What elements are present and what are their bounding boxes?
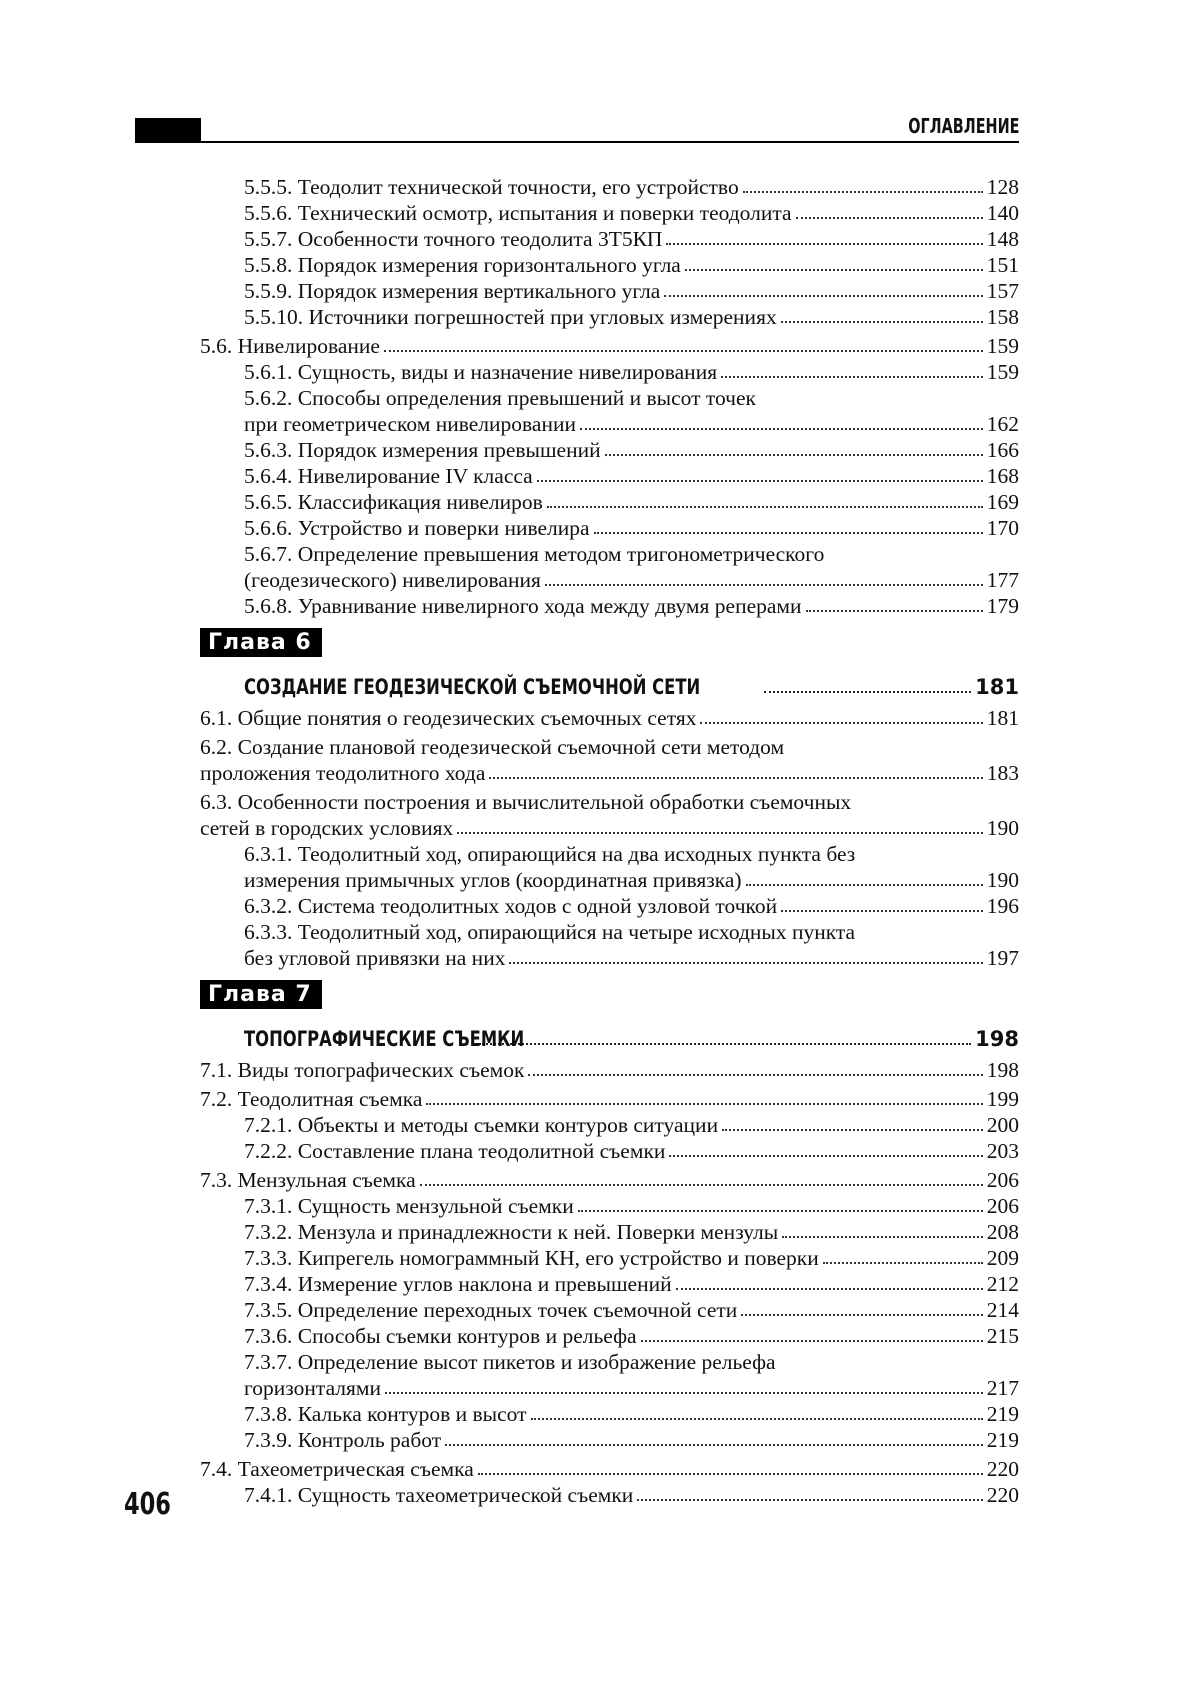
toc-entry[interactable]: 5.5.6. Технический осмотр, испытания и поверки теодолита 140 bbox=[200, 200, 1019, 226]
toc-section-line[interactable]: 6.2. Создание плановой геодезической съемочной сети методом bbox=[200, 734, 1019, 760]
table-of-contents bbox=[200, 174, 1019, 1508]
toc-entry[interactable]: при геометрическом нивелировании 162 bbox=[200, 411, 1019, 437]
toc-entry-line[interactable]: 5.6.7. Определение превышения методом тригонометрического bbox=[200, 541, 1019, 567]
toc-entry[interactable]: 5.6.1. Сущность, виды и назначение нивелирования 159 bbox=[200, 359, 1019, 385]
page-number: 406 bbox=[124, 1487, 171, 1522]
toc-section[interactable]: 7.2. Теодолитная съемка 199 bbox=[200, 1086, 1019, 1112]
toc-section[interactable]: 5.6. Нивелирование 159 bbox=[200, 333, 1019, 359]
toc-entry-line[interactable]: 7.3.7. Определение высот пикетов и изображение рельефа bbox=[200, 1349, 1019, 1375]
toc-section[interactable]: 7.1. Виды топографических съемок 198 bbox=[200, 1057, 1019, 1083]
toc-entry-line[interactable]: 5.6.2. Способы определения превышений и высот точек bbox=[200, 385, 1019, 411]
toc-section[interactable]: сетей в городских условиях 190 bbox=[200, 815, 1019, 841]
toc-entry[interactable]: (геодезического) нивелирования 177 bbox=[200, 567, 1019, 593]
toc-entry-line[interactable]: 6.3.1. Теодолитный ход, опирающийся на два исходных пункта без bbox=[200, 841, 1019, 867]
toc-entry[interactable]: 5.6.5. Классификация нивелиров 169 bbox=[200, 489, 1019, 515]
toc-entry[interactable]: 7.2.2. Составление плана теодолитной съемки 203 bbox=[200, 1138, 1019, 1164]
chapter-6-title[interactable]: СОЗДАНИЕ ГЕОДЕЗИЧЕСКОЙ СЪЕМОЧНОЙ СЕТИ 181 bbox=[200, 665, 1019, 699]
toc-entry[interactable]: 7.3.3. Кипрегель номограммный КН, его устройство и поверки 209 bbox=[200, 1245, 1019, 1271]
toc-entry[interactable]: 5.6.6. Устройство и поверки нивелира 170 bbox=[200, 515, 1019, 541]
toc-entry[interactable]: 7.4.1. Сущность тахеометрической съемки 220 bbox=[200, 1482, 1019, 1508]
toc-entry-line[interactable]: 6.3.3. Теодолитный ход, опирающийся на четыре исходных пункта bbox=[200, 919, 1019, 945]
toc-entry[interactable]: 5.5.5. Теодолит технической точности, его устройство 128 bbox=[200, 174, 1019, 200]
toc-entry[interactable]: 5.5.10. Источники погрешностей при угловых измерениях 158 bbox=[200, 304, 1019, 330]
toc-entry[interactable]: 7.3.5. Определение переходных точек съемочной сети 214 bbox=[200, 1297, 1019, 1323]
toc-entry[interactable]: 7.3.2. Мензула и принадлежности к ней. Поверки мензулы 208 bbox=[200, 1219, 1019, 1245]
toc-entry[interactable]: 7.3.4. Измерение углов наклона и превышений 212 bbox=[200, 1271, 1019, 1297]
toc-entry[interactable]: 5.5.9. Порядок измерения вертикального угла 157 bbox=[200, 278, 1019, 304]
toc-section[interactable]: проложения теодолитного хода 183 bbox=[200, 760, 1019, 786]
toc-entry[interactable]: 5.6.8. Уравнивание нивелирного хода между двумя реперами 179 bbox=[200, 593, 1019, 619]
header-black-bar bbox=[135, 118, 201, 143]
running-header-title: ОГЛАВЛЕНИЕ bbox=[908, 114, 1019, 138]
toc-section-line[interactable]: 6.3. Особенности построения и вычислительной обработки съемочных bbox=[200, 789, 1019, 815]
toc-entry[interactable]: 5.5.8. Порядок измерения горизонтального угла 151 bbox=[200, 252, 1019, 278]
toc-entry[interactable]: 5.6.3. Порядок измерения превышений 166 bbox=[200, 437, 1019, 463]
toc-entry[interactable]: 7.3.6. Способы съемки контуров и рельефа 215 bbox=[200, 1323, 1019, 1349]
toc-entry[interactable]: 7.2.1. Объекты и методы съемки контуров ситуации 200 bbox=[200, 1112, 1019, 1138]
toc-section[interactable]: 7.3. Мензульная съемка 206 bbox=[200, 1167, 1019, 1193]
toc-entry[interactable]: горизонталями 217 bbox=[200, 1375, 1019, 1401]
toc-entry[interactable]: 6.3.2. Система теодолитных ходов с одной узловой точкой 196 bbox=[200, 893, 1019, 919]
chapter-7-label: Глава 7 bbox=[200, 980, 322, 1009]
toc-entry[interactable]: 5.6.4. Нивелирование IV класса 168 bbox=[200, 463, 1019, 489]
toc-entry[interactable]: измерения примычных углов (координатная привязка) 190 bbox=[200, 867, 1019, 893]
header-rule bbox=[201, 141, 1019, 143]
toc-entry[interactable]: 7.3.1. Сущность мензульной съемки 206 bbox=[200, 1193, 1019, 1219]
chapter-7-title[interactable]: ТОПОГРАФИЧЕСКИЕ СЪЕМКИ 198 bbox=[200, 1017, 1019, 1051]
toc-section[interactable]: 7.4. Тахеометрическая съемка 220 bbox=[200, 1456, 1019, 1482]
chapter-6-label: Глава 6 bbox=[200, 628, 322, 657]
toc-entry[interactable]: 7.3.8. Калька контуров и высот 219 bbox=[200, 1401, 1019, 1427]
toc-entry[interactable]: без угловой привязки на них 197 bbox=[200, 945, 1019, 971]
toc-entry[interactable]: 7.3.9. Контроль работ 219 bbox=[200, 1427, 1019, 1453]
toc-entry[interactable]: 5.5.7. Особенности точного теодолита 3Т5КП 148 bbox=[200, 226, 1019, 252]
toc-section[interactable]: 6.1. Общие понятия о геодезических съемочных сетях 181 bbox=[200, 705, 1019, 731]
